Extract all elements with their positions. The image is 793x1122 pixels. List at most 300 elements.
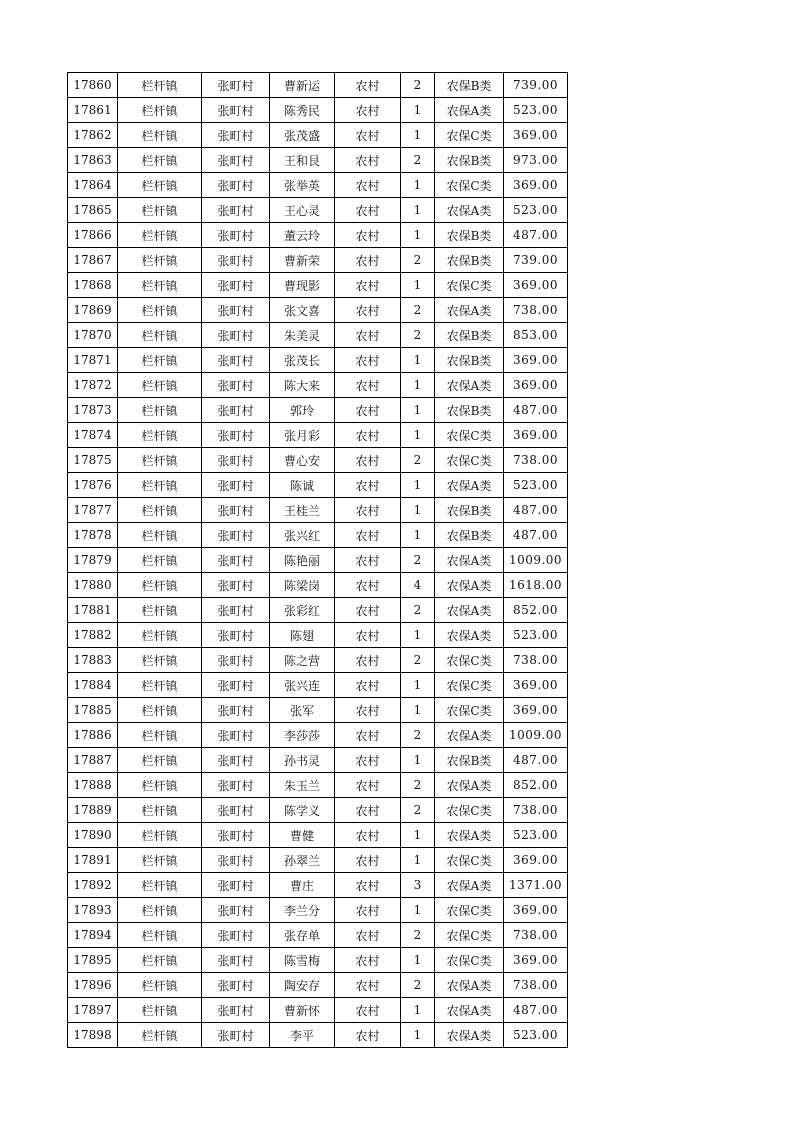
insurance-type-cell: 农保C类 — [435, 273, 504, 298]
category-cell: 农村 — [335, 323, 401, 348]
category-cell: 农村 — [335, 123, 401, 148]
village-cell: 张町村 — [202, 298, 270, 323]
amount-cell: 1009.00 — [504, 723, 568, 748]
amount-cell: 738.00 — [504, 298, 568, 323]
village-cell: 张町村 — [202, 273, 270, 298]
table-row — [68, 773, 568, 798]
name-cell: 曹现影 — [270, 273, 335, 298]
insurance-type-cell: 农保A类 — [435, 823, 504, 848]
table-row — [68, 598, 568, 623]
category-cell: 农村 — [335, 648, 401, 673]
insurance-type-cell: 农保C类 — [435, 848, 504, 873]
amount-cell: 738.00 — [504, 973, 568, 998]
insurance-type-cell: 农保B类 — [435, 323, 504, 348]
amount-cell: 369.00 — [504, 173, 568, 198]
count-cell: 2 — [401, 648, 435, 673]
count-cell: 2 — [401, 248, 435, 273]
serial-cell: 17882 — [68, 623, 118, 648]
town-cell: 栏杆镇 — [118, 873, 202, 898]
category-cell: 农村 — [335, 248, 401, 273]
town-cell: 栏杆镇 — [118, 223, 202, 248]
insurance-type-cell: 农保A类 — [435, 973, 504, 998]
name-cell: 陈诚 — [270, 473, 335, 498]
village-cell: 张町村 — [202, 648, 270, 673]
amount-cell: 1618.00 — [504, 573, 568, 598]
village-cell: 张町村 — [202, 748, 270, 773]
amount-cell: 1009.00 — [504, 548, 568, 573]
town-cell: 栏杆镇 — [118, 423, 202, 448]
town-cell: 栏杆镇 — [118, 673, 202, 698]
insurance-type-cell: 农保B类 — [435, 148, 504, 173]
serial-cell: 17885 — [68, 698, 118, 723]
amount-cell: 852.00 — [504, 598, 568, 623]
name-cell: 陈秀民 — [270, 98, 335, 123]
village-cell: 张町村 — [202, 398, 270, 423]
amount-cell: 369.00 — [504, 123, 568, 148]
village-cell: 张町村 — [202, 598, 270, 623]
serial-cell: 17896 — [68, 973, 118, 998]
name-cell: 王和艮 — [270, 148, 335, 173]
amount-cell: 523.00 — [504, 473, 568, 498]
town-cell: 栏杆镇 — [118, 1023, 202, 1048]
category-cell: 农村 — [335, 623, 401, 648]
name-cell: 李兰分 — [270, 898, 335, 923]
table-row — [68, 223, 568, 248]
count-cell: 1 — [401, 98, 435, 123]
amount-cell: 369.00 — [504, 698, 568, 723]
serial-cell: 17887 — [68, 748, 118, 773]
amount-cell: 369.00 — [504, 898, 568, 923]
category-cell: 农村 — [335, 598, 401, 623]
category-cell: 农村 — [335, 523, 401, 548]
table-row — [68, 248, 568, 273]
insurance-type-cell: 农保A类 — [435, 773, 504, 798]
count-cell: 2 — [401, 73, 435, 98]
category-cell: 农村 — [335, 673, 401, 698]
table-row — [68, 198, 568, 223]
insurance-type-cell: 农保C类 — [435, 698, 504, 723]
serial-cell: 17874 — [68, 423, 118, 448]
count-cell: 1 — [401, 398, 435, 423]
count-cell: 2 — [401, 973, 435, 998]
name-cell: 陈梁岗 — [270, 573, 335, 598]
serial-cell: 17861 — [68, 98, 118, 123]
village-cell: 张町村 — [202, 223, 270, 248]
name-cell: 陈大来 — [270, 373, 335, 398]
town-cell: 栏杆镇 — [118, 648, 202, 673]
category-cell: 农村 — [335, 773, 401, 798]
amount-cell: 369.00 — [504, 423, 568, 448]
serial-cell: 17893 — [68, 898, 118, 923]
town-cell: 栏杆镇 — [118, 623, 202, 648]
town-cell: 栏杆镇 — [118, 123, 202, 148]
table-row — [68, 748, 568, 773]
count-cell: 1 — [401, 473, 435, 498]
amount-cell: 523.00 — [504, 623, 568, 648]
amount-cell: 369.00 — [504, 673, 568, 698]
insurance-type-cell: 农保C类 — [435, 423, 504, 448]
name-cell: 朱玉兰 — [270, 773, 335, 798]
village-cell: 张町村 — [202, 798, 270, 823]
table-row — [68, 348, 568, 373]
serial-cell: 17888 — [68, 773, 118, 798]
serial-cell: 17875 — [68, 448, 118, 473]
count-cell: 1 — [401, 198, 435, 223]
table-row — [68, 173, 568, 198]
table-row — [68, 273, 568, 298]
category-cell: 农村 — [335, 1023, 401, 1048]
count-cell: 2 — [401, 598, 435, 623]
count-cell: 2 — [401, 448, 435, 473]
village-cell: 张町村 — [202, 673, 270, 698]
insurance-type-cell: 农保C类 — [435, 923, 504, 948]
name-cell: 曹新荣 — [270, 248, 335, 273]
count-cell: 1 — [401, 748, 435, 773]
count-cell: 2 — [401, 298, 435, 323]
insurance-type-cell: 农保A类 — [435, 623, 504, 648]
count-cell: 1 — [401, 423, 435, 448]
amount-cell: 369.00 — [504, 948, 568, 973]
name-cell: 陈雪梅 — [270, 948, 335, 973]
table-row — [68, 298, 568, 323]
category-cell: 农村 — [335, 748, 401, 773]
name-cell: 孙翠兰 — [270, 848, 335, 873]
amount-cell: 487.00 — [504, 523, 568, 548]
serial-cell: 17895 — [68, 948, 118, 973]
serial-cell: 17863 — [68, 148, 118, 173]
table-row — [68, 473, 568, 498]
village-cell: 张町村 — [202, 948, 270, 973]
table-row — [68, 723, 568, 748]
table-row — [68, 548, 568, 573]
count-cell: 1 — [401, 623, 435, 648]
amount-cell: 369.00 — [504, 348, 568, 373]
count-cell: 2 — [401, 923, 435, 948]
town-cell: 栏杆镇 — [118, 948, 202, 973]
amount-cell: 738.00 — [504, 448, 568, 473]
town-cell: 栏杆镇 — [118, 398, 202, 423]
name-cell: 张月彩 — [270, 423, 335, 448]
village-cell: 张町村 — [202, 248, 270, 273]
amount-cell: 369.00 — [504, 373, 568, 398]
amount-cell: 487.00 — [504, 398, 568, 423]
village-cell: 张町村 — [202, 998, 270, 1023]
count-cell: 1 — [401, 1023, 435, 1048]
table-row — [68, 1023, 568, 1048]
serial-cell: 17898 — [68, 1023, 118, 1048]
category-cell: 农村 — [335, 348, 401, 373]
serial-cell: 17870 — [68, 323, 118, 348]
town-cell: 栏杆镇 — [118, 923, 202, 948]
town-cell: 栏杆镇 — [118, 773, 202, 798]
amount-cell: 973.00 — [504, 148, 568, 173]
serial-cell: 17869 — [68, 298, 118, 323]
insurance-type-cell: 农保C类 — [435, 648, 504, 673]
insurance-type-cell: 农保B类 — [435, 398, 504, 423]
count-cell: 1 — [401, 373, 435, 398]
insurance-type-cell: 农保C类 — [435, 123, 504, 148]
serial-cell: 17878 — [68, 523, 118, 548]
village-cell: 张町村 — [202, 873, 270, 898]
name-cell: 曹新怀 — [270, 998, 335, 1023]
name-cell: 郭玲 — [270, 398, 335, 423]
category-cell: 农村 — [335, 873, 401, 898]
name-cell: 曹新运 — [270, 73, 335, 98]
town-cell: 栏杆镇 — [118, 498, 202, 523]
amount-cell: 487.00 — [504, 748, 568, 773]
name-cell: 张军 — [270, 698, 335, 723]
name-cell: 陈学义 — [270, 798, 335, 823]
town-cell: 栏杆镇 — [118, 848, 202, 873]
category-cell: 农村 — [335, 823, 401, 848]
category-cell: 农村 — [335, 548, 401, 573]
amount-cell: 369.00 — [504, 848, 568, 873]
village-cell: 张町村 — [202, 373, 270, 398]
village-cell: 张町村 — [202, 773, 270, 798]
village-cell: 张町村 — [202, 523, 270, 548]
table-row — [68, 998, 568, 1023]
table-row — [68, 848, 568, 873]
town-cell: 栏杆镇 — [118, 973, 202, 998]
village-cell: 张町村 — [202, 548, 270, 573]
serial-cell: 17876 — [68, 473, 118, 498]
roster-table — [67, 72, 568, 1048]
village-cell: 张町村 — [202, 723, 270, 748]
table-row — [68, 973, 568, 998]
table-row — [68, 123, 568, 148]
table-row — [68, 448, 568, 473]
name-cell: 李平 — [270, 1023, 335, 1048]
insurance-type-cell: 农保C类 — [435, 798, 504, 823]
insurance-type-cell: 农保C类 — [435, 173, 504, 198]
insurance-type-cell: 农保A类 — [435, 598, 504, 623]
table-row — [68, 923, 568, 948]
category-cell: 农村 — [335, 998, 401, 1023]
table-row — [68, 148, 568, 173]
town-cell: 栏杆镇 — [118, 98, 202, 123]
amount-cell: 738.00 — [504, 648, 568, 673]
amount-cell: 523.00 — [504, 198, 568, 223]
village-cell: 张町村 — [202, 423, 270, 448]
count-cell: 4 — [401, 573, 435, 598]
village-cell: 张町村 — [202, 173, 270, 198]
name-cell: 李莎莎 — [270, 723, 335, 748]
insurance-type-cell: 农保C类 — [435, 673, 504, 698]
insurance-type-cell: 农保C类 — [435, 448, 504, 473]
count-cell: 1 — [401, 498, 435, 523]
town-cell: 栏杆镇 — [118, 298, 202, 323]
count-cell: 2 — [401, 323, 435, 348]
category-cell: 农村 — [335, 898, 401, 923]
town-cell: 栏杆镇 — [118, 73, 202, 98]
serial-cell: 17864 — [68, 173, 118, 198]
village-cell: 张町村 — [202, 623, 270, 648]
count-cell: 1 — [401, 673, 435, 698]
category-cell: 农村 — [335, 273, 401, 298]
amount-cell: 523.00 — [504, 98, 568, 123]
village-cell: 张町村 — [202, 698, 270, 723]
table-row — [68, 98, 568, 123]
village-cell: 张町村 — [202, 473, 270, 498]
count-cell: 1 — [401, 898, 435, 923]
name-cell: 曹健 — [270, 823, 335, 848]
insurance-type-cell: 农保B类 — [435, 523, 504, 548]
name-cell: 王心灵 — [270, 198, 335, 223]
town-cell: 栏杆镇 — [118, 348, 202, 373]
serial-cell: 17879 — [68, 548, 118, 573]
name-cell: 陈翅 — [270, 623, 335, 648]
table-row — [68, 423, 568, 448]
serial-cell: 17883 — [68, 648, 118, 673]
serial-cell: 17881 — [68, 598, 118, 623]
serial-cell: 17886 — [68, 723, 118, 748]
amount-cell: 853.00 — [504, 323, 568, 348]
town-cell: 栏杆镇 — [118, 523, 202, 548]
name-cell: 张兴连 — [270, 673, 335, 698]
table-row — [68, 73, 568, 98]
name-cell: 王桂兰 — [270, 498, 335, 523]
name-cell: 孙书灵 — [270, 748, 335, 773]
serial-cell: 17884 — [68, 673, 118, 698]
count-cell: 1 — [401, 348, 435, 373]
insurance-type-cell: 农保A类 — [435, 1023, 504, 1048]
table-row — [68, 573, 568, 598]
count-cell: 1 — [401, 998, 435, 1023]
insurance-type-cell: 农保B类 — [435, 748, 504, 773]
count-cell: 1 — [401, 173, 435, 198]
serial-cell: 17865 — [68, 198, 118, 223]
village-cell: 张町村 — [202, 98, 270, 123]
insurance-type-cell: 农保B类 — [435, 348, 504, 373]
roster-body — [68, 73, 568, 1048]
count-cell: 1 — [401, 848, 435, 873]
category-cell: 农村 — [335, 973, 401, 998]
category-cell: 农村 — [335, 498, 401, 523]
category-cell: 农村 — [335, 848, 401, 873]
insurance-type-cell: 农保A类 — [435, 98, 504, 123]
serial-cell: 17877 — [68, 498, 118, 523]
count-cell: 1 — [401, 948, 435, 973]
serial-cell: 17867 — [68, 248, 118, 273]
insurance-type-cell: 农保B类 — [435, 223, 504, 248]
town-cell: 栏杆镇 — [118, 473, 202, 498]
amount-cell: 487.00 — [504, 998, 568, 1023]
insurance-type-cell: 农保A类 — [435, 473, 504, 498]
town-cell: 栏杆镇 — [118, 248, 202, 273]
town-cell: 栏杆镇 — [118, 898, 202, 923]
table-row — [68, 823, 568, 848]
count-cell: 2 — [401, 148, 435, 173]
town-cell: 栏杆镇 — [118, 448, 202, 473]
count-cell: 3 — [401, 873, 435, 898]
name-cell: 张举英 — [270, 173, 335, 198]
town-cell: 栏杆镇 — [118, 698, 202, 723]
table-row — [68, 623, 568, 648]
table-row — [68, 673, 568, 698]
table-row — [68, 498, 568, 523]
category-cell: 农村 — [335, 948, 401, 973]
serial-cell: 17866 — [68, 223, 118, 248]
amount-cell: 1371.00 — [504, 873, 568, 898]
count-cell: 2 — [401, 723, 435, 748]
serial-cell: 17894 — [68, 923, 118, 948]
count-cell: 1 — [401, 698, 435, 723]
village-cell: 张町村 — [202, 73, 270, 98]
name-cell: 陈之营 — [270, 648, 335, 673]
category-cell: 农村 — [335, 423, 401, 448]
town-cell: 栏杆镇 — [118, 798, 202, 823]
serial-cell: 17862 — [68, 123, 118, 148]
category-cell: 农村 — [335, 398, 401, 423]
amount-cell: 369.00 — [504, 273, 568, 298]
count-cell: 1 — [401, 223, 435, 248]
town-cell: 栏杆镇 — [118, 148, 202, 173]
village-cell: 张町村 — [202, 823, 270, 848]
amount-cell: 738.00 — [504, 798, 568, 823]
table-row — [68, 873, 568, 898]
amount-cell: 738.00 — [504, 923, 568, 948]
village-cell: 张町村 — [202, 1023, 270, 1048]
insurance-type-cell: 农保A类 — [435, 198, 504, 223]
insurance-type-cell: 农保A类 — [435, 298, 504, 323]
table-row — [68, 323, 568, 348]
serial-cell: 17868 — [68, 273, 118, 298]
category-cell: 农村 — [335, 373, 401, 398]
category-cell: 农村 — [335, 573, 401, 598]
count-cell: 1 — [401, 823, 435, 848]
insurance-type-cell: 农保B类 — [435, 248, 504, 273]
name-cell: 张存单 — [270, 923, 335, 948]
count-cell: 2 — [401, 798, 435, 823]
name-cell: 张文喜 — [270, 298, 335, 323]
amount-cell: 523.00 — [504, 823, 568, 848]
town-cell: 栏杆镇 — [118, 198, 202, 223]
village-cell: 张町村 — [202, 348, 270, 373]
village-cell: 张町村 — [202, 123, 270, 148]
town-cell: 栏杆镇 — [118, 323, 202, 348]
count-cell: 2 — [401, 548, 435, 573]
serial-cell: 17889 — [68, 798, 118, 823]
category-cell: 农村 — [335, 923, 401, 948]
serial-cell: 17892 — [68, 873, 118, 898]
amount-cell: 487.00 — [504, 498, 568, 523]
name-cell: 朱美灵 — [270, 323, 335, 348]
village-cell: 张町村 — [202, 198, 270, 223]
amount-cell: 739.00 — [504, 73, 568, 98]
town-cell: 栏杆镇 — [118, 548, 202, 573]
table-row — [68, 373, 568, 398]
serial-cell: 17873 — [68, 398, 118, 423]
category-cell: 农村 — [335, 148, 401, 173]
table-row — [68, 523, 568, 548]
insurance-type-cell: 农保B类 — [435, 73, 504, 98]
name-cell: 曹庄 — [270, 873, 335, 898]
serial-cell: 17891 — [68, 848, 118, 873]
name-cell: 曹心安 — [270, 448, 335, 473]
count-cell: 1 — [401, 273, 435, 298]
amount-cell: 739.00 — [504, 248, 568, 273]
category-cell: 农村 — [335, 298, 401, 323]
village-cell: 张町村 — [202, 148, 270, 173]
town-cell: 栏杆镇 — [118, 273, 202, 298]
count-cell: 1 — [401, 523, 435, 548]
town-cell: 栏杆镇 — [118, 723, 202, 748]
insurance-type-cell: 农保A类 — [435, 573, 504, 598]
category-cell: 农村 — [335, 448, 401, 473]
serial-cell: 17872 — [68, 373, 118, 398]
table-row — [68, 898, 568, 923]
category-cell: 农村 — [335, 473, 401, 498]
